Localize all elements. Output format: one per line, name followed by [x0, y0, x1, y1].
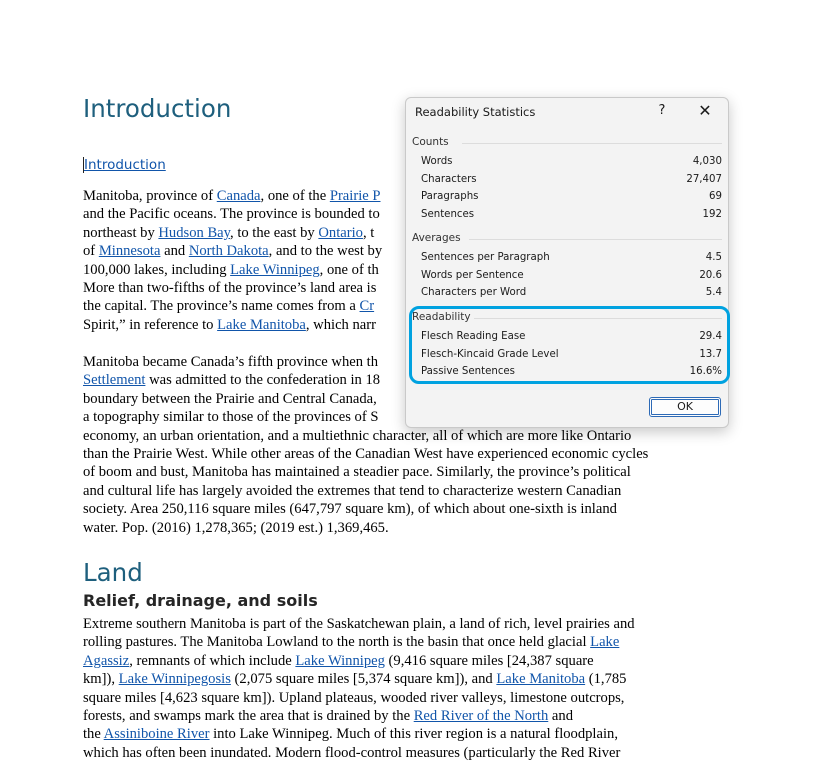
text-run: , and to the west by [268, 243, 383, 260]
hyperlink[interactable]: Canada [216, 188, 261, 204]
text-run: boundary between the Prairie and Central Canada, [83, 390, 377, 407]
text-run: forests, and swamps mark the area that is drained by the [83, 707, 414, 724]
help-icon[interactable]: ? [658, 103, 666, 118]
stat-value: 27,407 [686, 173, 722, 185]
text-run: Extreme southern Manitoba is part of the Saskatchewan plain, a land of rich, level prairies and [83, 616, 635, 632]
hyperlink[interactable]: North Dakota [188, 243, 269, 260]
dialog-title: Readability Statistics [415, 105, 536, 119]
paragraph-relief [83, 615, 723, 762]
text-line [83, 482, 723, 500]
stat-row [421, 209, 722, 225]
text-run: society. Area 250,116 square miles (647,797 square km), of which about one-sixth is inland [83, 501, 617, 518]
section-averages-label: Averages [412, 232, 461, 244]
text-line [83, 445, 723, 463]
stat-label: Sentences [421, 208, 475, 220]
hyperlink[interactable]: Red River of the North [413, 707, 549, 724]
separator [462, 143, 722, 144]
stat-row [421, 252, 722, 268]
text-line [83, 615, 723, 633]
text-run: and cultural life has largely avoided the extremes that tend to characterize western Canadian [83, 482, 622, 499]
hyperlink[interactable]: Cr [359, 298, 375, 315]
stat-label: Passive Sentences [421, 366, 515, 377]
text-line [83, 707, 723, 725]
text-run: and the Pacific oceans. The province is bounded to [83, 206, 380, 223]
hyperlink[interactable]: Hudson Bay [158, 224, 231, 241]
stat-value: 29.4 [699, 331, 722, 342]
ok-button[interactable]: OK [649, 397, 721, 417]
stat-value: 4,030 [692, 156, 722, 167]
text-line [83, 427, 723, 445]
heading-land: Land [83, 558, 143, 587]
hyperlink[interactable]: Lake Winnipegosis [118, 671, 231, 688]
stat-row [421, 270, 722, 286]
text-run: (2,075 square miles [5,374 square km]), and [230, 671, 497, 688]
stat-label: Words per Sentence [421, 269, 524, 281]
hyperlink[interactable]: Settlement [83, 372, 146, 389]
close-icon[interactable]: ✕ [698, 101, 712, 120]
stat-label: Sentences per Paragraph [421, 252, 550, 263]
text-run: (9,416 square miles [24,387 square [384, 652, 594, 669]
text-run: rolling pastures. The Manitoba Lowland to the north is the basin that once held glacial [83, 634, 591, 651]
text-run: , remnants of which include [129, 652, 296, 669]
text-run: the [83, 726, 104, 743]
hyperlink[interactable]: Lake Winnipeg [230, 261, 320, 278]
text-run: , t [362, 224, 375, 241]
stat-label: Characters per Word [421, 287, 527, 298]
stat-value: 20.6 [699, 269, 722, 281]
separator [469, 239, 722, 240]
text-run: and [548, 707, 573, 724]
hyperlink[interactable]: Agassiz [83, 652, 130, 669]
text-line [83, 633, 723, 651]
text-line [83, 744, 723, 762]
readability-statistics-dialog [405, 97, 729, 428]
text-run: water. Pop. (2016) 1,278,365; (2019 est.) 1,369,465. [83, 519, 389, 536]
hyperlink[interactable]: Minnesota [98, 243, 161, 260]
text-run: Spirit,” in reference to [83, 316, 218, 333]
stat-label: Words [421, 156, 453, 167]
text-run: of boom and bust, Manitoba has maintained a steadier pace. Similarly, the province’s political [83, 464, 631, 481]
toc-link-introduction[interactable]: Introduction [84, 157, 166, 173]
stat-value: 4.5 [705, 252, 722, 263]
text-run: Manitoba, province of [83, 188, 217, 204]
stat-row [421, 156, 722, 172]
stat-label: Flesch-Kincaid Grade Level [421, 348, 559, 360]
stat-label: Paragraphs [421, 191, 479, 202]
text-run: into Lake Winnipeg. Much of this river region is a natural floodplain, [209, 726, 618, 743]
hyperlink[interactable]: Lake Manitoba [217, 316, 306, 333]
stat-value: 16.6% [689, 366, 722, 377]
stat-value: 192 [702, 208, 722, 220]
hyperlink[interactable]: Lake Manitoba [496, 671, 586, 688]
stat-row [421, 174, 722, 190]
stat-value: 69 [709, 191, 722, 202]
text-run: which has often been inundated. Modern flood-control measures (particularly the Red River [83, 744, 621, 761]
text-run: More than two-fifths of the province’s land area is [83, 279, 377, 296]
text-run: Manitoba became Canada’s fifth province when th [83, 354, 379, 370]
hyperlink[interactable]: Ontario [318, 224, 363, 241]
hyperlink[interactable]: Lake Winnipeg [295, 652, 385, 669]
section-counts-label: Counts [412, 136, 449, 148]
heading-relief: Relief, drainage, and soils [83, 591, 318, 610]
text-run: , one of th [319, 261, 379, 278]
stat-label: Characters [421, 173, 477, 185]
heading-introduction: Introduction [83, 94, 232, 123]
text-line [83, 463, 723, 481]
stat-row [421, 191, 722, 207]
text-run: km]), [83, 671, 119, 688]
stat-row [421, 287, 722, 303]
stat-value: 13.7 [699, 348, 722, 360]
text-run: economy, an urban orientation, and a multiethnic character, all of which are more like Ontario [83, 427, 632, 444]
text-line [83, 670, 723, 688]
section-readability-label: Readability [412, 311, 471, 323]
hyperlink[interactable]: Prairie P [329, 188, 381, 204]
text-run: was admitted to the confederation in 18 [145, 372, 381, 389]
text-run: northeast by [83, 224, 159, 241]
text-line [83, 689, 723, 707]
text-run: the capital. The province’s name comes from a [83, 298, 360, 315]
hyperlink[interactable]: Assiniboine River [103, 726, 210, 743]
text-run: of [83, 243, 99, 260]
stat-value: 5.4 [705, 287, 722, 298]
text-run: 100,000 lakes, including [83, 261, 231, 278]
readability-highlight-box [409, 306, 730, 384]
text-run: , to the east by [230, 224, 319, 241]
text-line [83, 725, 723, 743]
text-run: (1,785 [585, 671, 627, 688]
text-run: a topography similar to those of the provinces of S [83, 409, 379, 426]
text-run: , one of the [260, 188, 330, 204]
text-run: than the Prairie West. While other areas of the Canadian West have experienced economic cycles [83, 445, 649, 462]
text-run: and [160, 243, 189, 260]
text-run: , which narr [305, 316, 376, 333]
hyperlink[interactable]: Lake [590, 634, 620, 651]
text-line [83, 519, 723, 537]
stat-label: Flesch Reading Ease [421, 331, 526, 342]
text-line [83, 652, 723, 670]
text-run: square miles [4,623 square km]). Upland plateaus, wooded river valleys, limestone outcrops, [83, 689, 625, 706]
text-line [83, 500, 723, 518]
